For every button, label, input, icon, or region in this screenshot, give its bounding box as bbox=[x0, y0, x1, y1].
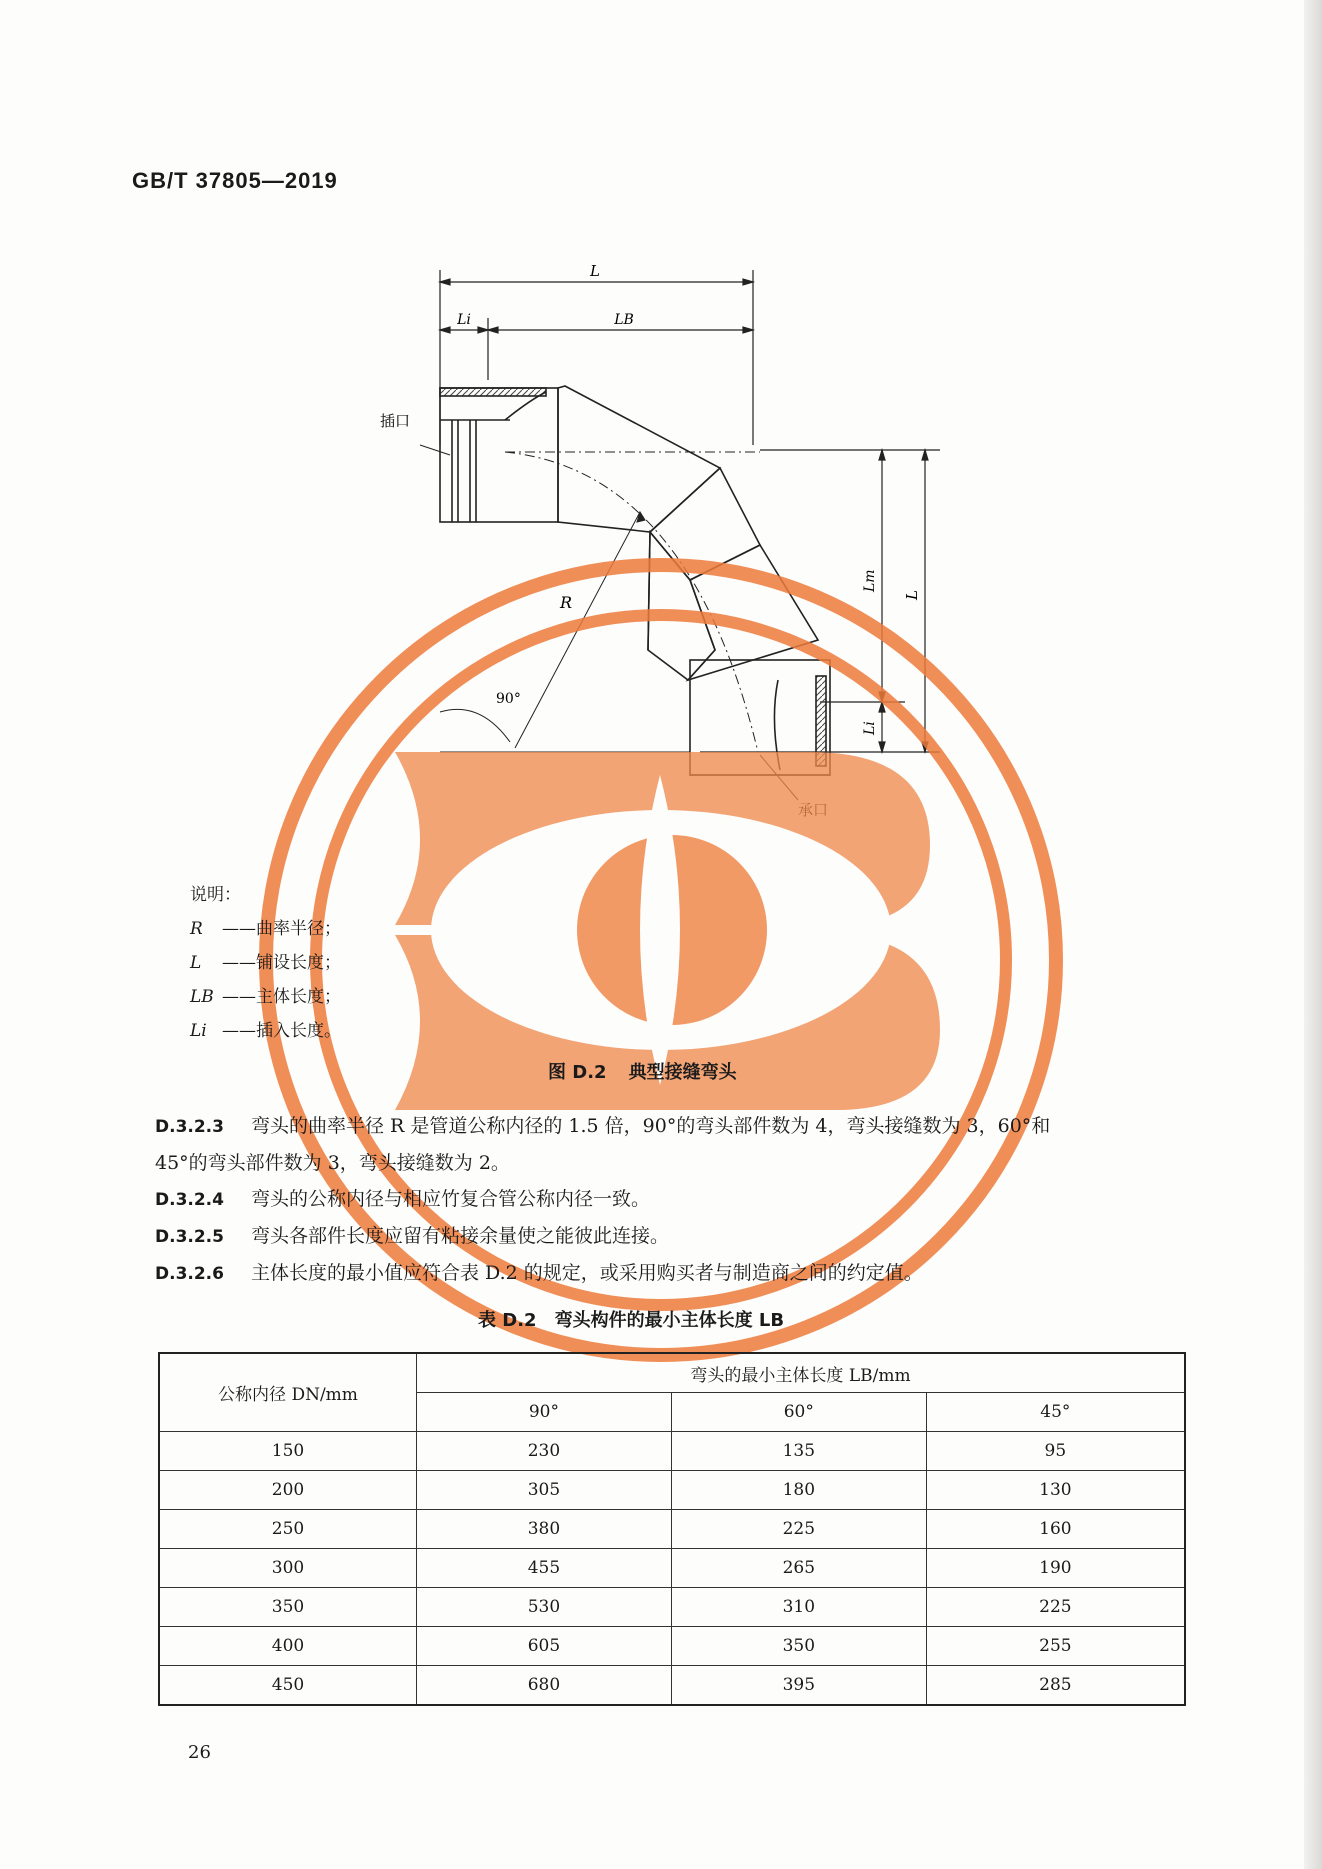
table-cell: 450 bbox=[159, 1666, 417, 1706]
figure-legend bbox=[190, 878, 341, 1048]
dim-label-Li-top: Li bbox=[457, 312, 471, 328]
dim-label-Li-right: Li bbox=[862, 721, 878, 735]
table-row bbox=[159, 1588, 1185, 1627]
legend-title: 说明： bbox=[190, 885, 241, 905]
min-body-length-table bbox=[158, 1352, 1186, 1706]
dim-label-Lm-right: Lm bbox=[862, 569, 878, 592]
table-cell: 350 bbox=[671, 1627, 926, 1666]
table-cell: 455 bbox=[417, 1549, 672, 1588]
table-cell: 135 bbox=[671, 1432, 926, 1471]
dim-label-R: R bbox=[560, 593, 573, 612]
dim-label-L-right: L bbox=[903, 590, 921, 600]
clause-d323-cont: 45°的弯头部件数为 3，弯头接缝数为 2。 bbox=[155, 1152, 510, 1174]
angle-label: 90° bbox=[496, 691, 521, 707]
table-cell: 400 bbox=[159, 1627, 417, 1666]
figure-caption: 图 D.2 典型接缝弯头 bbox=[548, 1062, 737, 1083]
table-cell: 350 bbox=[159, 1588, 417, 1627]
table-cell: 380 bbox=[417, 1510, 672, 1549]
legend-item-R: R ——曲率半径； bbox=[190, 919, 341, 939]
page-number: 26 bbox=[188, 1742, 211, 1763]
clause-d325: D.3.2.5 弯头各部件长度应留有粘接余量使之能彼此连接。 bbox=[155, 1225, 670, 1247]
table-cell: 285 bbox=[926, 1666, 1185, 1706]
table-cell: 310 bbox=[671, 1588, 926, 1627]
table-cell: 225 bbox=[926, 1588, 1185, 1627]
header-angle-60: 60° bbox=[671, 1393, 926, 1432]
table-caption: 表 D.2 弯头构件的最小主体长度 LB bbox=[478, 1310, 785, 1331]
header-nominal-diameter: 公称内径 DN/mm bbox=[159, 1353, 417, 1432]
dim-label-L-top: L bbox=[590, 262, 600, 280]
table-cell: 530 bbox=[417, 1588, 672, 1627]
table-cell: 130 bbox=[926, 1471, 1185, 1510]
table-cell: 605 bbox=[417, 1627, 672, 1666]
table-row bbox=[159, 1666, 1185, 1706]
table-cell: 160 bbox=[926, 1510, 1185, 1549]
callout-spigot: 插口 bbox=[380, 412, 411, 430]
standard-number: GB/T 37805—2019 bbox=[132, 168, 338, 193]
table-row bbox=[159, 1510, 1185, 1549]
legend-item-L: L ——铺设长度； bbox=[190, 953, 341, 973]
table-cell: 395 bbox=[671, 1666, 926, 1706]
table-cell: 250 bbox=[159, 1510, 417, 1549]
clauses bbox=[155, 1108, 1195, 1292]
table-cell: 200 bbox=[159, 1471, 417, 1510]
table-cell: 680 bbox=[417, 1666, 672, 1706]
table-body bbox=[159, 1432, 1185, 1706]
table-row bbox=[159, 1549, 1185, 1588]
header-min-body-length: 弯头的最小主体长度 LB/mm bbox=[417, 1353, 1186, 1393]
table-cell: 150 bbox=[159, 1432, 417, 1471]
table-cell: 230 bbox=[417, 1432, 672, 1471]
table-cell: 180 bbox=[671, 1471, 926, 1510]
legend-item-Li: Li ——插入长度。 bbox=[190, 1021, 341, 1041]
clause-d326: D.3.2.6 主体长度的最小值应符合表 D.2 的规定，或采用购买者与制造商之间的约定值。 bbox=[155, 1262, 923, 1284]
dim-label-LB-top: LB bbox=[614, 312, 634, 328]
table-cell: 305 bbox=[417, 1471, 672, 1510]
header-angle-90: 90° bbox=[417, 1393, 672, 1432]
table-cell: 265 bbox=[671, 1549, 926, 1588]
clause-d323: D.3.2.3 弯头的曲率半径 R 是管道公称内径的 1.5 倍，90°的弯头部件数为 4，弯头接缝数为 3，60°和 bbox=[155, 1115, 1051, 1137]
table-row bbox=[159, 1627, 1185, 1666]
legend-item-LB: LB ——主体长度； bbox=[190, 987, 341, 1007]
table-cell: 300 bbox=[159, 1549, 417, 1588]
table-cell: 255 bbox=[926, 1627, 1185, 1666]
header-angle-45: 45° bbox=[926, 1393, 1185, 1432]
table-row bbox=[159, 1471, 1185, 1510]
clause-d324: D.3.2.4 弯头的公称内径与相应竹复合管公称内径一致。 bbox=[155, 1188, 651, 1210]
table-cell: 225 bbox=[671, 1510, 926, 1549]
table-row bbox=[159, 1432, 1185, 1471]
table-cell: 190 bbox=[926, 1549, 1185, 1588]
table-cell: 95 bbox=[926, 1432, 1185, 1471]
